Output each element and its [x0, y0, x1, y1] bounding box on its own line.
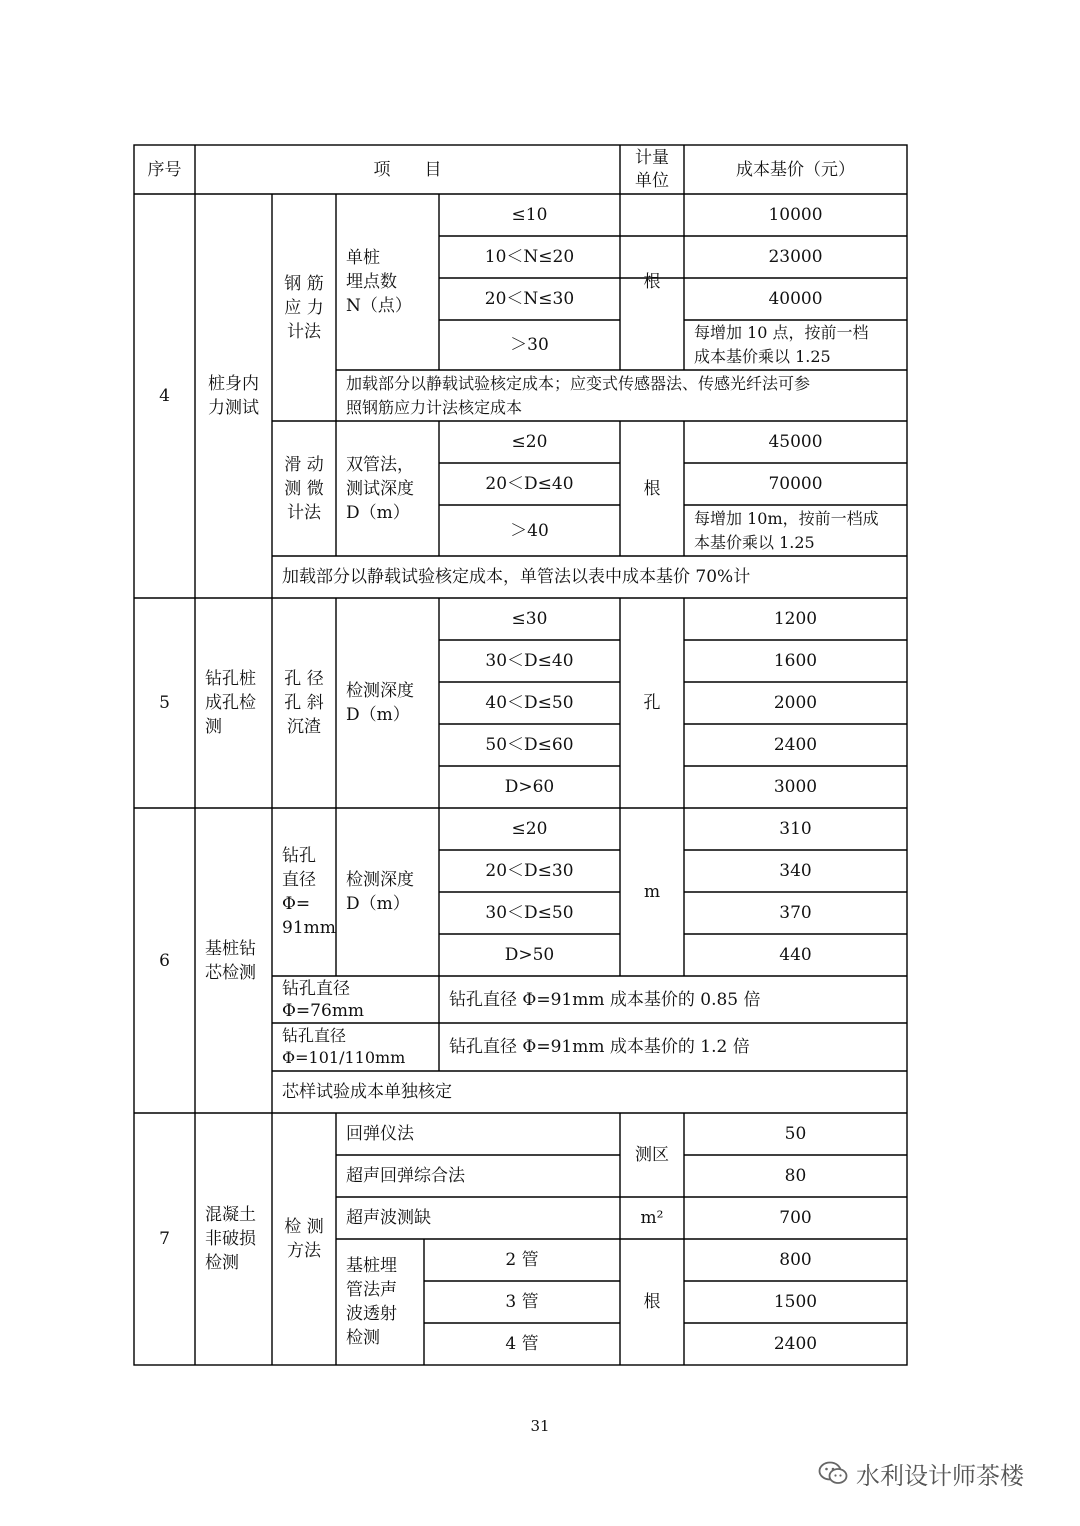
- row4-slide-method: 滑 动 测 微 计法: [284, 454, 324, 523]
- row4-gauge-price-2: 23000: [768, 247, 823, 267]
- row5-range-4: 50＜D≤60: [485, 735, 574, 755]
- row6-alt2-label: 钻孔直径 Φ=101/110mm: [282, 1026, 406, 1067]
- row6-name: 基桩钻 芯检测: [205, 938, 256, 983]
- row7-tube-1: 2 管: [505, 1250, 539, 1270]
- row4-slide-range-2: 20＜D≤40: [485, 474, 574, 494]
- row6-range-1: ≤20: [511, 819, 548, 839]
- row7-unit-zone: 测区: [635, 1145, 669, 1165]
- header-price: 成本基价（元）: [736, 159, 855, 180]
- row7-tube-price-1: 800: [779, 1250, 812, 1270]
- row5-price-4: 2400: [773, 735, 818, 755]
- row7-item-ultrasonic-defect: 超声波测缺: [346, 1208, 431, 1228]
- row5-range-1: ≤30: [511, 609, 548, 629]
- row5-range-3: 40＜D≤50: [485, 693, 574, 713]
- row6-alt1-text: 钻孔直径 Φ=91mm 成本基价的 0.85 倍: [449, 989, 761, 1010]
- row7-unit-m2: m²: [640, 1208, 664, 1228]
- row4-gauge-range-2: 10＜N≤20: [484, 247, 575, 267]
- row5-unit: 孔: [643, 693, 661, 713]
- row6-price-3: 370: [779, 903, 812, 923]
- row5-name: 钻孔桩 成孔检 测: [205, 669, 256, 737]
- row6-price-1: 310: [779, 819, 812, 839]
- row5-price-3: 2000: [773, 693, 818, 713]
- row7-name: 混凝土 非破损 检测: [205, 1205, 256, 1273]
- row6-method: 钻孔 直径 Φ= 91mm: [282, 846, 336, 938]
- watermark-text: 水利设计师茶楼: [856, 1461, 1024, 1490]
- row4-gauge-method: 钢 筋 应 力 计法: [284, 273, 324, 342]
- row4-slide-range-1: ≤20: [511, 432, 548, 452]
- row4-gauge-range-1: ≤10: [511, 205, 548, 225]
- row7-unit-tube: 根: [643, 1292, 661, 1312]
- row4-seq: 4: [159, 386, 170, 406]
- row6-range-4: D>50: [504, 945, 555, 965]
- header-unit: 计量 单位: [635, 147, 669, 191]
- row7-tube-2: 3 管: [505, 1292, 539, 1312]
- row4-slide-range-3: ＞40: [510, 520, 549, 541]
- row4-gauge-unit: 根: [643, 272, 661, 292]
- row6-price-4: 440: [779, 945, 812, 965]
- row5-price-5: 3000: [773, 777, 818, 797]
- row4-slide-param: 双管法， 测试深度 D（m）: [346, 454, 414, 523]
- row6-price-2: 340: [779, 861, 812, 881]
- row4-gauge-price-4: 每增加 10 点，按前一档 成本基价乘以 1.25: [694, 323, 869, 366]
- row6-range-2: 20＜D≤30: [485, 861, 574, 881]
- row7-item-rebound: 回弹仪法: [346, 1124, 414, 1144]
- row4-gauge-range-3: 20＜N≤30: [484, 289, 575, 309]
- row7-item-ultrasonic-rebound: 超声回弹综合法: [346, 1166, 465, 1186]
- row6-seq: 6: [159, 950, 170, 971]
- header-item: 项 目: [373, 159, 442, 180]
- row7-price-1: 50: [784, 1124, 807, 1144]
- row7-tube-price-3: 2400: [773, 1334, 818, 1354]
- row5-method: 孔 径 孔 斜 沉渣: [284, 669, 324, 737]
- row4-gauge-note: 加载部分以静载试验核定成本；应变式传感器法、传感光纤法可参 照钢筋应力计法核定成本: [346, 373, 811, 417]
- row4-gauge-param: 单桩 埋点数 N（点）: [346, 248, 412, 316]
- row6-note: 芯样试验成本单独核定: [282, 1082, 452, 1102]
- row7-sonic-label: 基桩埋 管法声 波透射 检测: [346, 1256, 397, 1348]
- wechat-icon: [818, 1460, 848, 1486]
- page-number: 31: [530, 1417, 550, 1435]
- row4-note: 加载部分以静载试验核定成本，单管法以表中成本基价 70%计: [282, 567, 751, 587]
- row5-param: 检测深度 D（m）: [346, 681, 414, 725]
- row4-slide-price-2: 70000: [768, 474, 823, 494]
- row7-tube-3: 4 管: [505, 1334, 539, 1354]
- row4-gauge-price-3: 40000: [768, 289, 823, 309]
- header-seq: 序号: [147, 159, 182, 180]
- row4-slide-price-3: 每增加 10m，按前一档成 本基价乘以 1.25: [694, 508, 879, 552]
- row4-gauge-price-1: 10000: [768, 205, 823, 225]
- row6-alt2-text: 钻孔直径 Φ=91mm 成本基价的 1.2 倍: [449, 1037, 750, 1057]
- row4-name: 桩身内 力测试: [208, 374, 259, 418]
- row4-slide-price-1: 45000: [768, 432, 823, 452]
- row7-seq: 7: [159, 1229, 170, 1249]
- watermark: [818, 1455, 1068, 1491]
- row6-alt1-label: 钻孔直径 Φ=76mm: [282, 978, 365, 1021]
- row5-price-2: 1600: [773, 651, 818, 671]
- row7-method: 检 测 方法: [284, 1217, 324, 1261]
- row6-param: 检测深度 D（m）: [346, 870, 414, 914]
- row5-price-1: 1200: [773, 609, 818, 629]
- row7-tube-price-2: 1500: [773, 1292, 818, 1312]
- row5-seq: 5: [159, 693, 170, 713]
- row5-range-2: 30＜D≤40: [485, 651, 574, 671]
- row4-slide-unit: 根: [643, 478, 661, 499]
- row6-range-3: 30＜D≤50: [485, 903, 574, 923]
- row7-price-3: 700: [779, 1208, 812, 1228]
- row7-price-2: 80: [784, 1166, 807, 1186]
- row4-gauge-range-4: ＞30: [510, 335, 549, 355]
- row6-unit: m: [643, 882, 661, 902]
- row5-range-5: D>60: [504, 777, 555, 797]
